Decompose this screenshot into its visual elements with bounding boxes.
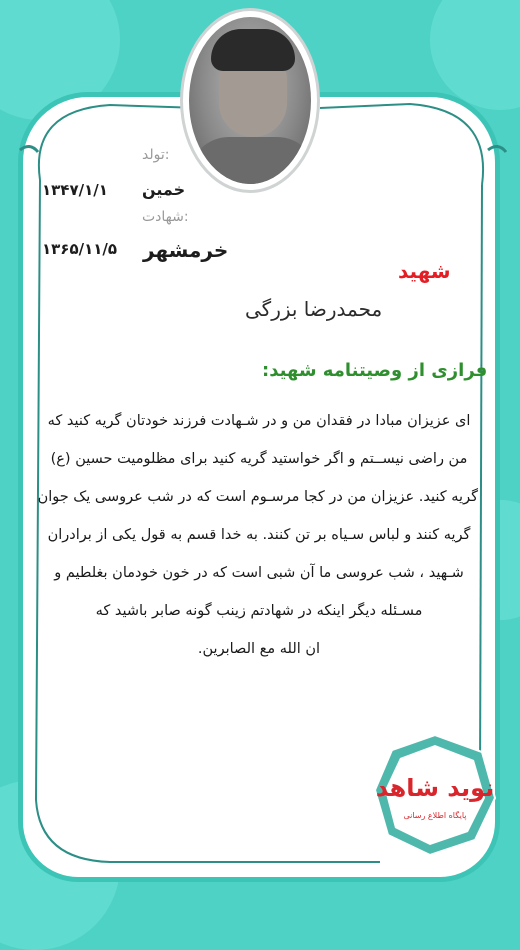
body-line: شـهید ، شب عروسی ما آن شبی است که در خون خودمان بغلطیم و xyxy=(54,565,464,581)
navid-shahed-logo xyxy=(370,730,500,860)
heading-martyr: شهید xyxy=(398,259,451,283)
martyr-name: محمدرضا بزرگی xyxy=(245,297,383,321)
body-line: ای عزیزان مبادا در فقدان من و در شـهادت فرزند خودتان گریه کنید که xyxy=(47,413,471,429)
will-excerpt-body xyxy=(37,402,478,668)
birth-place: خمین xyxy=(142,180,186,199)
logo-text: نوید شاهد xyxy=(375,774,495,802)
logo-icon xyxy=(370,730,500,860)
body-line: گریه کنند و لباس سـیاه بر تن کنند. به خدا قسم به قول یکی از برادران xyxy=(47,527,471,543)
body-line: گریه کنید. عزیزان من در کجا مرسـوم است که در شب عروسی یک جوان xyxy=(37,489,478,505)
portrait-photo xyxy=(189,17,311,184)
birth-date: ۱۳۴۷/۱/۱ xyxy=(42,181,108,199)
body-line: من راضی نیســتم و اگر خواستید گریه کنید برای مظلومیت حسین (ع) xyxy=(50,451,468,467)
logo-tagline: پایگاه اطلاع رسانی xyxy=(403,811,467,820)
martyrdom-label: :شهادت xyxy=(142,209,189,225)
martyrdom-place: خرمشهر xyxy=(143,238,229,262)
body-line: ان الله مع الصابرین. xyxy=(197,641,321,657)
will-excerpt-title: فرازی از وصیتنامه شهید: xyxy=(262,360,488,381)
martyrdom-date: ۱۳۶۵/۱۱/۵ xyxy=(42,240,118,258)
body-line: مسـئله دیگر اینکه در شهادتم زینب گونه صابر باشید که xyxy=(95,603,423,619)
martyr-portrait xyxy=(180,8,320,193)
birth-label: :تولد xyxy=(142,147,170,163)
